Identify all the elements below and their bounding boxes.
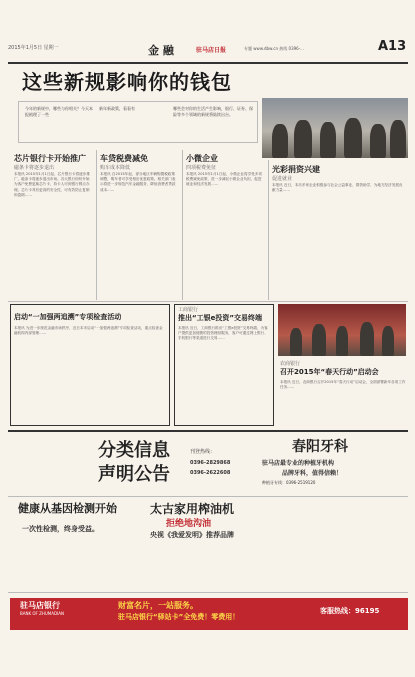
lead-box [18,101,258,143]
article-7-body: 本报讯 近日，农商银行召开2015年“春天行动”启动会，全面部署新年各项工作任务…… [280,380,406,390]
page-number: A13 [378,39,407,54]
lead-text-3: 哪些会对你的生活产生影响，银行、证券、保险等多个领域的新规将陆续出台。 [173,106,253,117]
article-6-body: 本报讯 近日，工商银行推出“工银e投资”交易终端，为客户提供更加便捷的投资理财服务，客户可通过网上银行、手机银行等渠道进行交易…… [178,326,268,341]
ad-dental-tel: 种植牙专线：0396-2519120 [262,480,316,485]
event-photo [278,304,406,356]
ad-dental-sub2: 品牌牙科，值得信赖！ [282,470,343,477]
header-date: 2015年1月5日 星期一 [8,45,59,51]
ad-dental-sub: 驻马店最专业的种植牙机构 [262,460,335,467]
article-3-sub: 四项税费免征 [186,165,217,171]
article-7-title: 召开2015年“春天行动”启动会 [280,368,379,376]
article-5-body: 本报讯 为进一步规范金融市场秩序，近日本市启动“一加强两追溯”专项检查活动，重点检查金融机构内部管理…… [14,326,163,336]
article-3-title: 小微企业 [186,154,218,163]
lead-text-1: 今年的新规中，哪些与你相关？今天本报梳理了一些 [25,106,93,117]
ad-notice-title: 声明公告 [98,464,170,485]
ad-tea-sub: 拒绝地沟油 [166,519,212,529]
article-4-title: 光彩捐资兴建 [272,165,320,174]
bank-service: 客服热线：96195 [320,607,380,615]
page-header [8,38,408,64]
article-4-sub: 促进就业 [272,176,293,182]
ad-hotline-label: 刊登热线： [190,449,216,455]
ad-dental-title: 春阳牙科 [292,439,348,455]
article-3-body: 本报讯 2015年1月1日起，小微企业将享受多项税费减免政策，进一步减轻小微企业负担，促进就业和经济发展…… [186,172,262,187]
header-site: 专题 www.dbw.cn 热线 0396-... [244,46,304,51]
article-6-title: 推出“工银e投资”交易终端 [178,314,262,322]
ad-tea-title: 太古家用榨油机 [150,502,235,516]
ad-phone-1: 0396-2829868 [190,460,231,466]
article-2-title: 车贷税费减免 [100,154,148,163]
bank-slogan-2: 驻马店银行“驿站卡”全免费！零费用！ [118,613,240,621]
ad-health-title: 健康从基因检测开始 [18,502,117,515]
bank-name: 驻马店银行 [20,601,60,610]
article-7-sub: 农商银行 [280,361,301,367]
paper-logo: 驻马店日报 [196,47,227,54]
main-headline: 这些新规影响你的钱包 [22,70,232,94]
bank-slogan: 财富名片，一站服务。 [118,601,198,610]
ad-classified-title: 分类信息 [98,440,170,461]
article-5-title: 启动“一加强两追溯”专项检查活动 [14,313,122,321]
feature-photo [262,98,408,158]
article-2-sub: 购车成本降低 [100,165,131,171]
article-6-sub: 工商银行 [178,307,199,313]
section-title: 金 融 [148,44,174,57]
bank-name-en: BANK OF ZHUMADIAN [20,611,64,616]
ad-tea-sub2: 央视《我爱发明》推荐品牌 [150,531,234,539]
article-4-body: 本报讯 近日，本市多家企业积极参与社会公益事业，捐资助学，为地方经济发展贡献力量…… [272,183,403,193]
ad-phone-2: 0396-2622608 [190,470,231,476]
article-1-sub: 磁条卡将逐步退出 [14,165,55,171]
article-1-title: 芯片银行卡开始推广 [14,154,86,163]
ad-health-sub: 一次性检测，终身受益。 [22,525,99,533]
lead-text-2: 新年新政策，看看有 [99,106,135,111]
article-1-body: 本报讯 2015年1月1日起，芯片银行卡将逐步推广，磁条卡将逐步退出市场。各大银行纷纷开始为客户免费更换芯片卡，持卡人可到银行网点办理。芯片卡具有更高的安全性，可有效防止复制和盗刷…… [14,172,90,197]
article-2-body: 本报讯 自2015年起，部分地区车辆购置税政策调整，购车者可享受相应优惠政策。相关部门表示将进一步规范汽车金融服务，降低消费者贷款成本…… [100,172,176,192]
